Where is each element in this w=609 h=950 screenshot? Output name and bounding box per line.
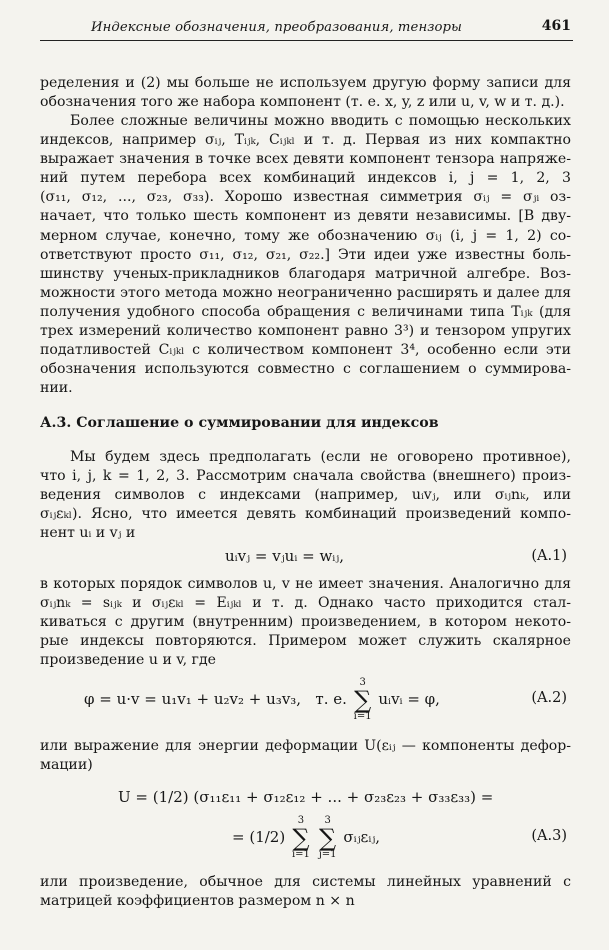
- running-title: Индексные обозначения, преобразования, тензоры: [91, 20, 462, 35]
- text-line: матрицей коэффициентов размером n × n: [40, 893, 355, 910]
- text-line: что i, j, k = 1, 2, 3. Рассмотрим сначала свойства (внешнего) произ-: [40, 468, 571, 485]
- summation-symbol: 3 ∑ j=1: [318, 815, 337, 860]
- text-line: индексов, например σᵢⱼ, Tᵢⱼₖ, Cᵢⱼₖₗ и т. д. Первая из них компактно: [40, 132, 571, 149]
- text-line: трех измерений количество компонент равно 3³) и тензором упругих: [40, 323, 571, 340]
- text-line: нент uᵢ и vⱼ и: [40, 525, 136, 542]
- equation-a3-prefix: = (1/2): [232, 828, 286, 846]
- text-line: σᵢⱼεₖₗ). Ясно, что имеется девять комбинаций произведений компо-: [40, 506, 571, 523]
- sum-lower-limit: j=1: [318, 849, 337, 860]
- text-line: податливостей Cᵢⱼₖₗ с количеством компонент 3⁴, особенно если эти: [40, 342, 571, 359]
- text-line: рые индексы повторяются. Примером может служить скалярное: [40, 633, 571, 650]
- paragraph-summation-intro: [40, 448, 571, 543]
- text-line: нии.: [40, 380, 73, 397]
- sum-upper-limit: 3: [324, 815, 331, 826]
- equation-a3-suffix: σᵢⱼεᵢⱼ,: [343, 828, 381, 846]
- equation-a3-line1: U = (1/2) (σ₁₁ε₁₁ + σ₁₂ε₁₂ + ... + σ₂₃ε₂₃ + σ₃₃ε₃₃) =: [118, 788, 494, 806]
- equation-a2-left: φ = u·v = u₁v₁ + u₂v₂ + u₃v₃,: [84, 690, 302, 708]
- text-line: начает, что только шесть компонент из девяти независимы. [В дву-: [40, 208, 571, 225]
- equation-label-a3: (A.3): [531, 828, 567, 844]
- text-line: можности этого метода можно неограниченно расширять и далее для: [40, 284, 571, 301]
- text-line: Более сложные величины можно вводить с помощью нескольких: [70, 113, 571, 129]
- paragraph-continuation: [40, 74, 571, 112]
- text-line: или произведение, обычное для системы линейных уравнений с: [40, 874, 571, 890]
- text-line: шинству ученых-прикладников благодаря матричной алгебре. Воз-: [40, 265, 571, 282]
- equation-a2-right: uᵢvᵢ = φ,: [378, 690, 440, 708]
- paragraph-tensor-notation: [40, 112, 571, 398]
- text-line: ответствуют просто σ₁₁, σ₁₂, σ₂₁, σ₂₂.] Эти идеи уже известны боль-: [40, 246, 571, 263]
- text-line: киваться с другим (внутренним) произведением, в котором некото-: [40, 614, 571, 631]
- paragraph-linear-system: [40, 873, 571, 911]
- summation-symbol: 3 ∑ i=1: [291, 815, 310, 860]
- text-line: произведение u и v, где: [40, 652, 216, 669]
- sum-lower-limit: i=1: [353, 711, 372, 722]
- summation-symbol: 3 ∑ i=1: [353, 677, 372, 722]
- text-line: ведения символов с индексами (например, uᵢvⱼ, или σᵢⱼnₖ, или: [40, 487, 571, 504]
- text-line: σᵢⱼnₖ = sᵢⱼₖ и σᵢⱼεₖₗ = Eᵢⱼₖₗ и т. д. Однако часто приходится стал-: [40, 595, 571, 612]
- section-heading: А.3. Соглашение о суммировании для индексов: [40, 415, 439, 431]
- text-line: ний путем перебора всех комбинаций индексов i, j = 1, 2, 3: [40, 170, 571, 187]
- text-line: обозначения того же набора компонент (т. е. x, y, z или u, v, w и т. д.).: [40, 94, 565, 111]
- sum-lower-limit: i=1: [291, 849, 310, 860]
- text-line: мации): [40, 757, 93, 774]
- text-line: или выражение для энергии деформации U(εᵢⱼ — компоненты дефор-: [40, 738, 571, 754]
- text-line: выражает значения в точке всех девяти компонент тензора напряже-: [40, 151, 571, 168]
- text-line: получения удобного способа обращения с величинами типа Tᵢⱼₖ (для: [40, 303, 571, 320]
- paragraph-inner-product: [40, 575, 571, 670]
- text-line: Мы будем здесь предполагать (если не оговорено противное),: [70, 449, 571, 465]
- sum-upper-limit: 3: [359, 677, 366, 688]
- page-header: [40, 18, 573, 41]
- equation-label-a1: (A.1): [531, 548, 567, 564]
- text-line: в которых порядок символов u, v не имеет значения. Аналогично для: [40, 576, 571, 592]
- page-number: 461: [541, 18, 571, 34]
- text-line: мерном случае, конечно, тому же обозначению σᵢⱼ (i, j = 1, 2) со-: [40, 227, 571, 244]
- equation-a3-line2: [232, 816, 380, 860]
- equation-label-a2: (A.2): [531, 690, 567, 706]
- text-line: (σ₁₁, σ₁₂, ..., σ₂₃, σ₃₃). Хорошо известная симметрия σᵢⱼ = σⱼᵢ оз-: [40, 189, 571, 206]
- text-line: ределения и (2) мы больше не используем другую форму записи для: [40, 75, 571, 91]
- equation-a2: [84, 678, 440, 722]
- sum-upper-limit: 3: [297, 815, 305, 826]
- text-line: обозначения используются совместно с соглашением о суммирова-: [40, 361, 571, 378]
- equation-a1: uᵢvⱼ = vⱼuᵢ = wᵢⱼ,: [225, 547, 345, 565]
- equation-a2-connector: т. е.: [315, 690, 347, 708]
- paragraph-strain-energy: [40, 737, 571, 775]
